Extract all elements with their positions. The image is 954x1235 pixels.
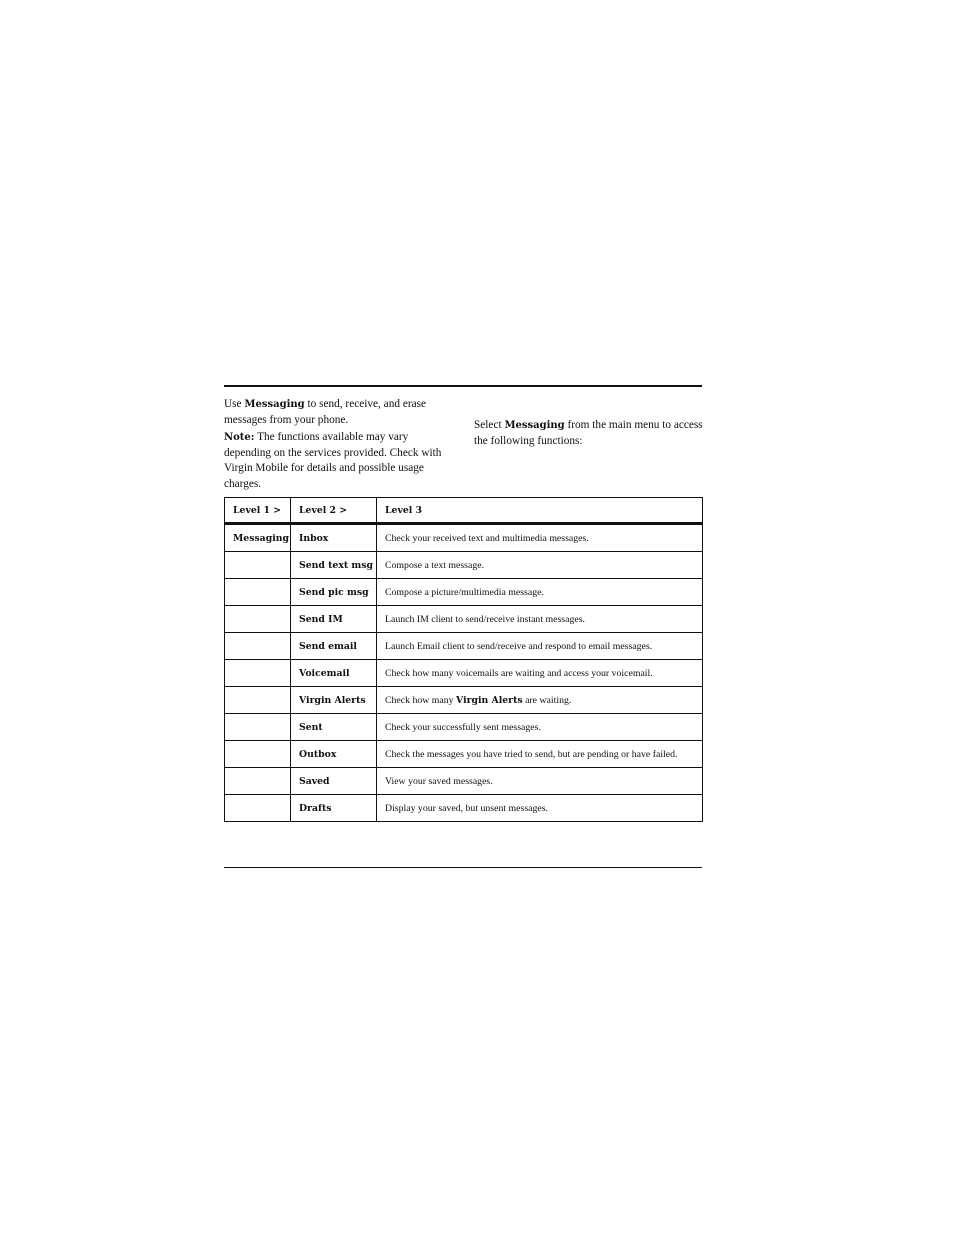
level-3-cell: Compose a picture/multimedia message. [377, 579, 703, 606]
header-level-1: Level 1 > [225, 498, 291, 524]
level-1-cell [225, 768, 291, 795]
table-row [225, 795, 703, 822]
level-2-cell: Outbox [291, 741, 377, 768]
level-2-cell: Drafts [291, 795, 377, 822]
table-row [225, 768, 703, 795]
bottom-rule [224, 867, 702, 868]
select-post-text: from the main menu to access the following functions: [474, 419, 703, 447]
level-1-cell [225, 795, 291, 822]
level-2-cell: Voicemail [291, 660, 377, 687]
intro-paragraph [224, 397, 456, 428]
note-text: The functions available may vary depending on the services provided. Check with Virgin Mobile for details and possible usage charges. [224, 431, 442, 490]
table-row [225, 687, 703, 714]
level-3-cell [377, 687, 703, 714]
level-3-cell: Check your received text and multimedia messages. [377, 524, 703, 552]
table-row [225, 741, 703, 768]
intro-column [224, 397, 456, 494]
virgin-alerts-post-text: are waiting. [522, 694, 572, 706]
select-messaging-term: Messaging [504, 420, 565, 431]
level-3-cell: Check how many voicemails are waiting and access your voicemail. [377, 660, 703, 687]
level-2-cell: Send IM [291, 606, 377, 633]
table-row [225, 633, 703, 660]
level-3-cell: Check your successfully sent messages. [377, 714, 703, 741]
level-1-cell [225, 606, 291, 633]
level-3-cell: Launch IM client to send/receive instant messages. [377, 606, 703, 633]
virgin-alerts-term: Virgin Alerts [456, 694, 523, 706]
note-paragraph [224, 430, 456, 492]
table-row [225, 579, 703, 606]
level-3-cell: Check the messages you have tried to send, but are pending or have failed. [377, 741, 703, 768]
level-2-cell: Sent [291, 714, 377, 741]
level-1-cell [225, 741, 291, 768]
level-1-cell: Messaging [225, 524, 291, 552]
table-row [225, 606, 703, 633]
top-rule [224, 385, 702, 387]
level-3-cell: Display your saved, but unsent messages. [377, 795, 703, 822]
select-paragraph [474, 418, 706, 449]
level-2-cell: Send email [291, 633, 377, 660]
level-2-cell: Send text msg [291, 552, 377, 579]
level-2-cell: Send pic msg [291, 579, 377, 606]
level-1-cell [225, 552, 291, 579]
intro-rest-text: to send, receive, and erase messages from your phone. [224, 398, 427, 426]
level-2-cell: Virgin Alerts [291, 687, 377, 714]
select-pre-text: Select [474, 419, 505, 431]
level-1-cell [225, 687, 291, 714]
level-3-cell: View your saved messages. [377, 768, 703, 795]
level-3-cell: Launch Email client to send/receive and respond to email messages. [377, 633, 703, 660]
table-row [225, 524, 703, 552]
table-row [225, 552, 703, 579]
select-column [474, 418, 706, 449]
level-1-cell [225, 579, 291, 606]
table-row [225, 660, 703, 687]
intro-use-text: Use [224, 398, 245, 410]
header-level-3: Level 3 [377, 498, 703, 524]
intro-messaging-term: Messaging [244, 399, 305, 410]
note-label: Note: [224, 432, 255, 443]
header-level-2: Level 2 > [291, 498, 377, 524]
table-row [225, 714, 703, 741]
level-2-cell: Saved [291, 768, 377, 795]
level-1-cell [225, 714, 291, 741]
level-3-cell: Compose a text message. [377, 552, 703, 579]
level-1-cell [225, 660, 291, 687]
table-header-row [225, 498, 703, 524]
virgin-alerts-pre-text: Check how many [385, 694, 457, 706]
level-1-cell [225, 633, 291, 660]
level-2-cell: Inbox [291, 524, 377, 552]
menu-table [224, 497, 703, 822]
